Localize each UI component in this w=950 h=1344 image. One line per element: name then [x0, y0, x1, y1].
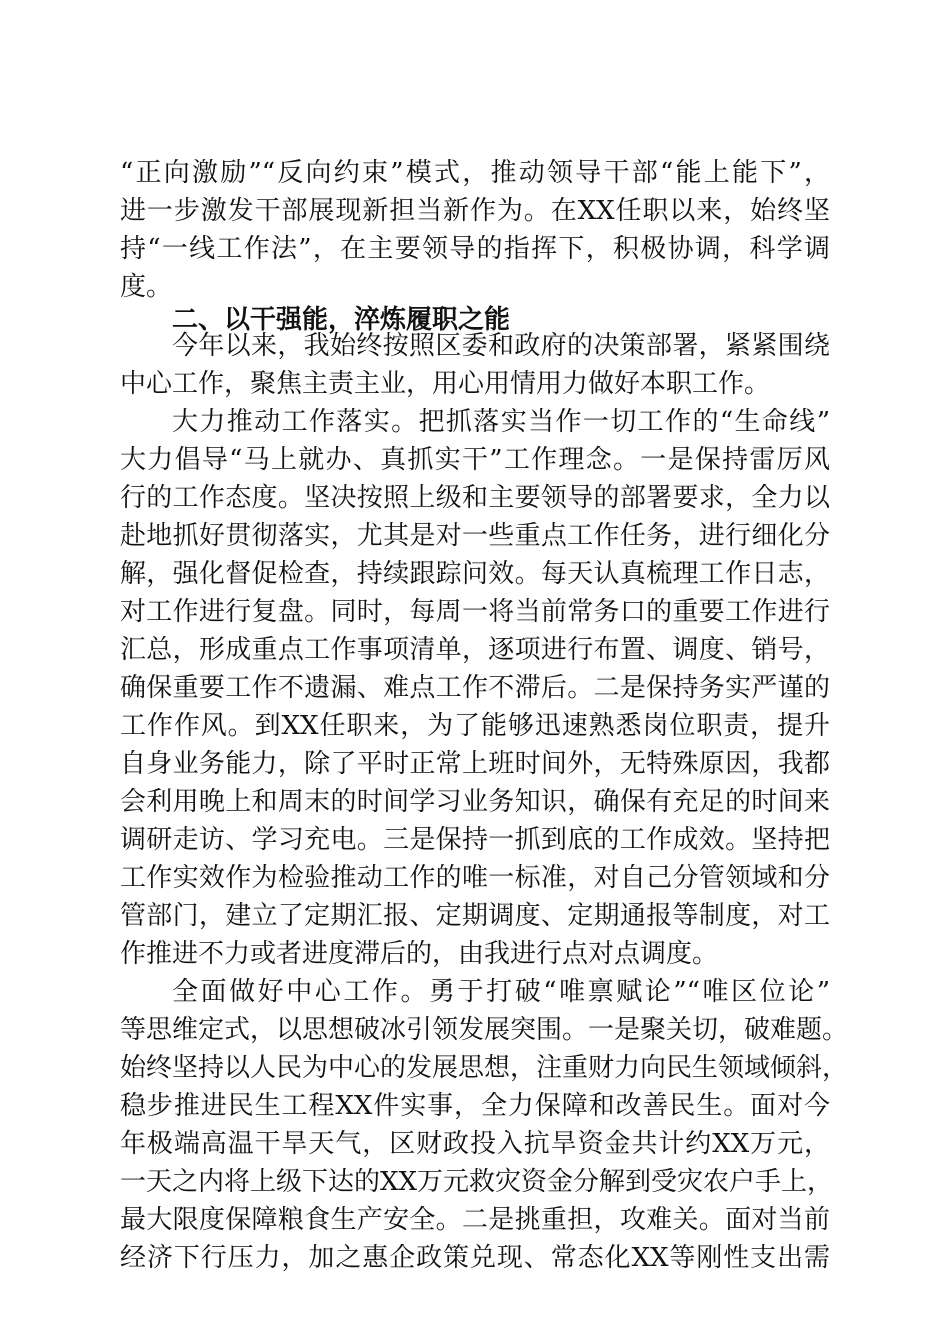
- body-text-line: 经济下行压力，加之惠企政策兑现、常态化XX等刚性支出需: [120, 1243, 830, 1273]
- body-text-line: 稳步推进民生工程XX件实事，全力保障和改善民生。面对今: [120, 1091, 830, 1121]
- body-text-line: 管部门，建立了定期汇报、定期调度、定期通报等制度，对工: [120, 901, 830, 931]
- body-text-line: 赴地抓好贯彻落实，尤其是对一些重点工作任务，进行细化分: [120, 521, 830, 551]
- body-text-line: 调研走访、学习充电。三是保持一抓到底的工作成效。坚持把: [120, 825, 830, 855]
- body-text-line: “正向激励”“反向约束”模式，推动领导干部“能上能下”，: [120, 158, 830, 188]
- section-heading: 二、以干强能，淬炼履职之能: [172, 305, 511, 335]
- body-text-line: 确保重要工作不遗漏、难点工作不滞后。二是保持务实严谨的: [120, 673, 830, 703]
- body-text-line: 持“一线工作法”，在主要领导的指挥下，积极协调，科学调: [120, 234, 830, 264]
- body-text-line: 作推进不力或者进度滞后的，由我进行点对点调度。: [120, 939, 719, 969]
- body-text-line: 自身业务能力，除了平时正常上班时间外，无特殊原因，我都: [120, 749, 830, 779]
- body-text-line: 最大限度保障粮食生产安全。二是挑重担，攻难关。面对当前: [120, 1205, 830, 1235]
- body-text-line: 大力推动工作落实。把抓落实当作一切工作的“生命线”: [172, 407, 830, 437]
- body-text-line: 工作实效作为检验推动工作的唯一标准，对自己分管领域和分: [120, 863, 830, 893]
- body-text-line: 汇总，形成重点工作事项清单，逐项进行布置、调度、销号，: [120, 635, 830, 665]
- body-text-line: 会利用晚上和周末的时间学习业务知识，确保有充足的时间来: [120, 787, 830, 817]
- body-text-line: 对工作进行复盘。同时，每周一将当前常务口的重要工作进行: [120, 597, 830, 627]
- body-text-line: 度。: [120, 272, 173, 302]
- body-text-line: 年极端高温干旱天气，区财政投入抗旱资金共计约XX万元，: [120, 1129, 830, 1159]
- body-text-line: 进一步激发干部展现新担当新作为。在XX任职以来，始终坚: [120, 196, 830, 226]
- body-text-line: 全面做好中心工作。勇于打破“唯禀赋论”“唯区位论”: [172, 977, 830, 1007]
- body-text-line: 大力倡导“马上就办、真抓实干”工作理念。一是保持雷厉风: [120, 445, 830, 475]
- body-text-line: 今年以来，我始终按照区委和政府的决策部署，紧紧围绕: [172, 331, 830, 361]
- body-text-line: 解，强化督促检查，持续跟踪问效。每天认真梳理工作日志，: [120, 559, 830, 589]
- body-text-line: 一天之内将上级下达的XX万元救灾资金分解到受灾农户手上，: [120, 1167, 834, 1197]
- body-text-line: 等思维定式，以思想破冰引领发展突围。一是聚关切，破难题。: [120, 1015, 849, 1045]
- body-text-line: 行的工作态度。坚决按照上级和主要领导的部署要求，全力以: [120, 483, 830, 513]
- body-text-line: 中心工作，聚焦主责主业，用心用情用力做好本职工作。: [120, 369, 771, 399]
- body-text-line: 工作作风。到XX任职来，为了能够迅速熟悉岗位职责，提升: [120, 711, 830, 741]
- body-text-line: 始终坚持以人民为中心的发展思想，注重财力向民生领域倾斜，: [120, 1053, 849, 1083]
